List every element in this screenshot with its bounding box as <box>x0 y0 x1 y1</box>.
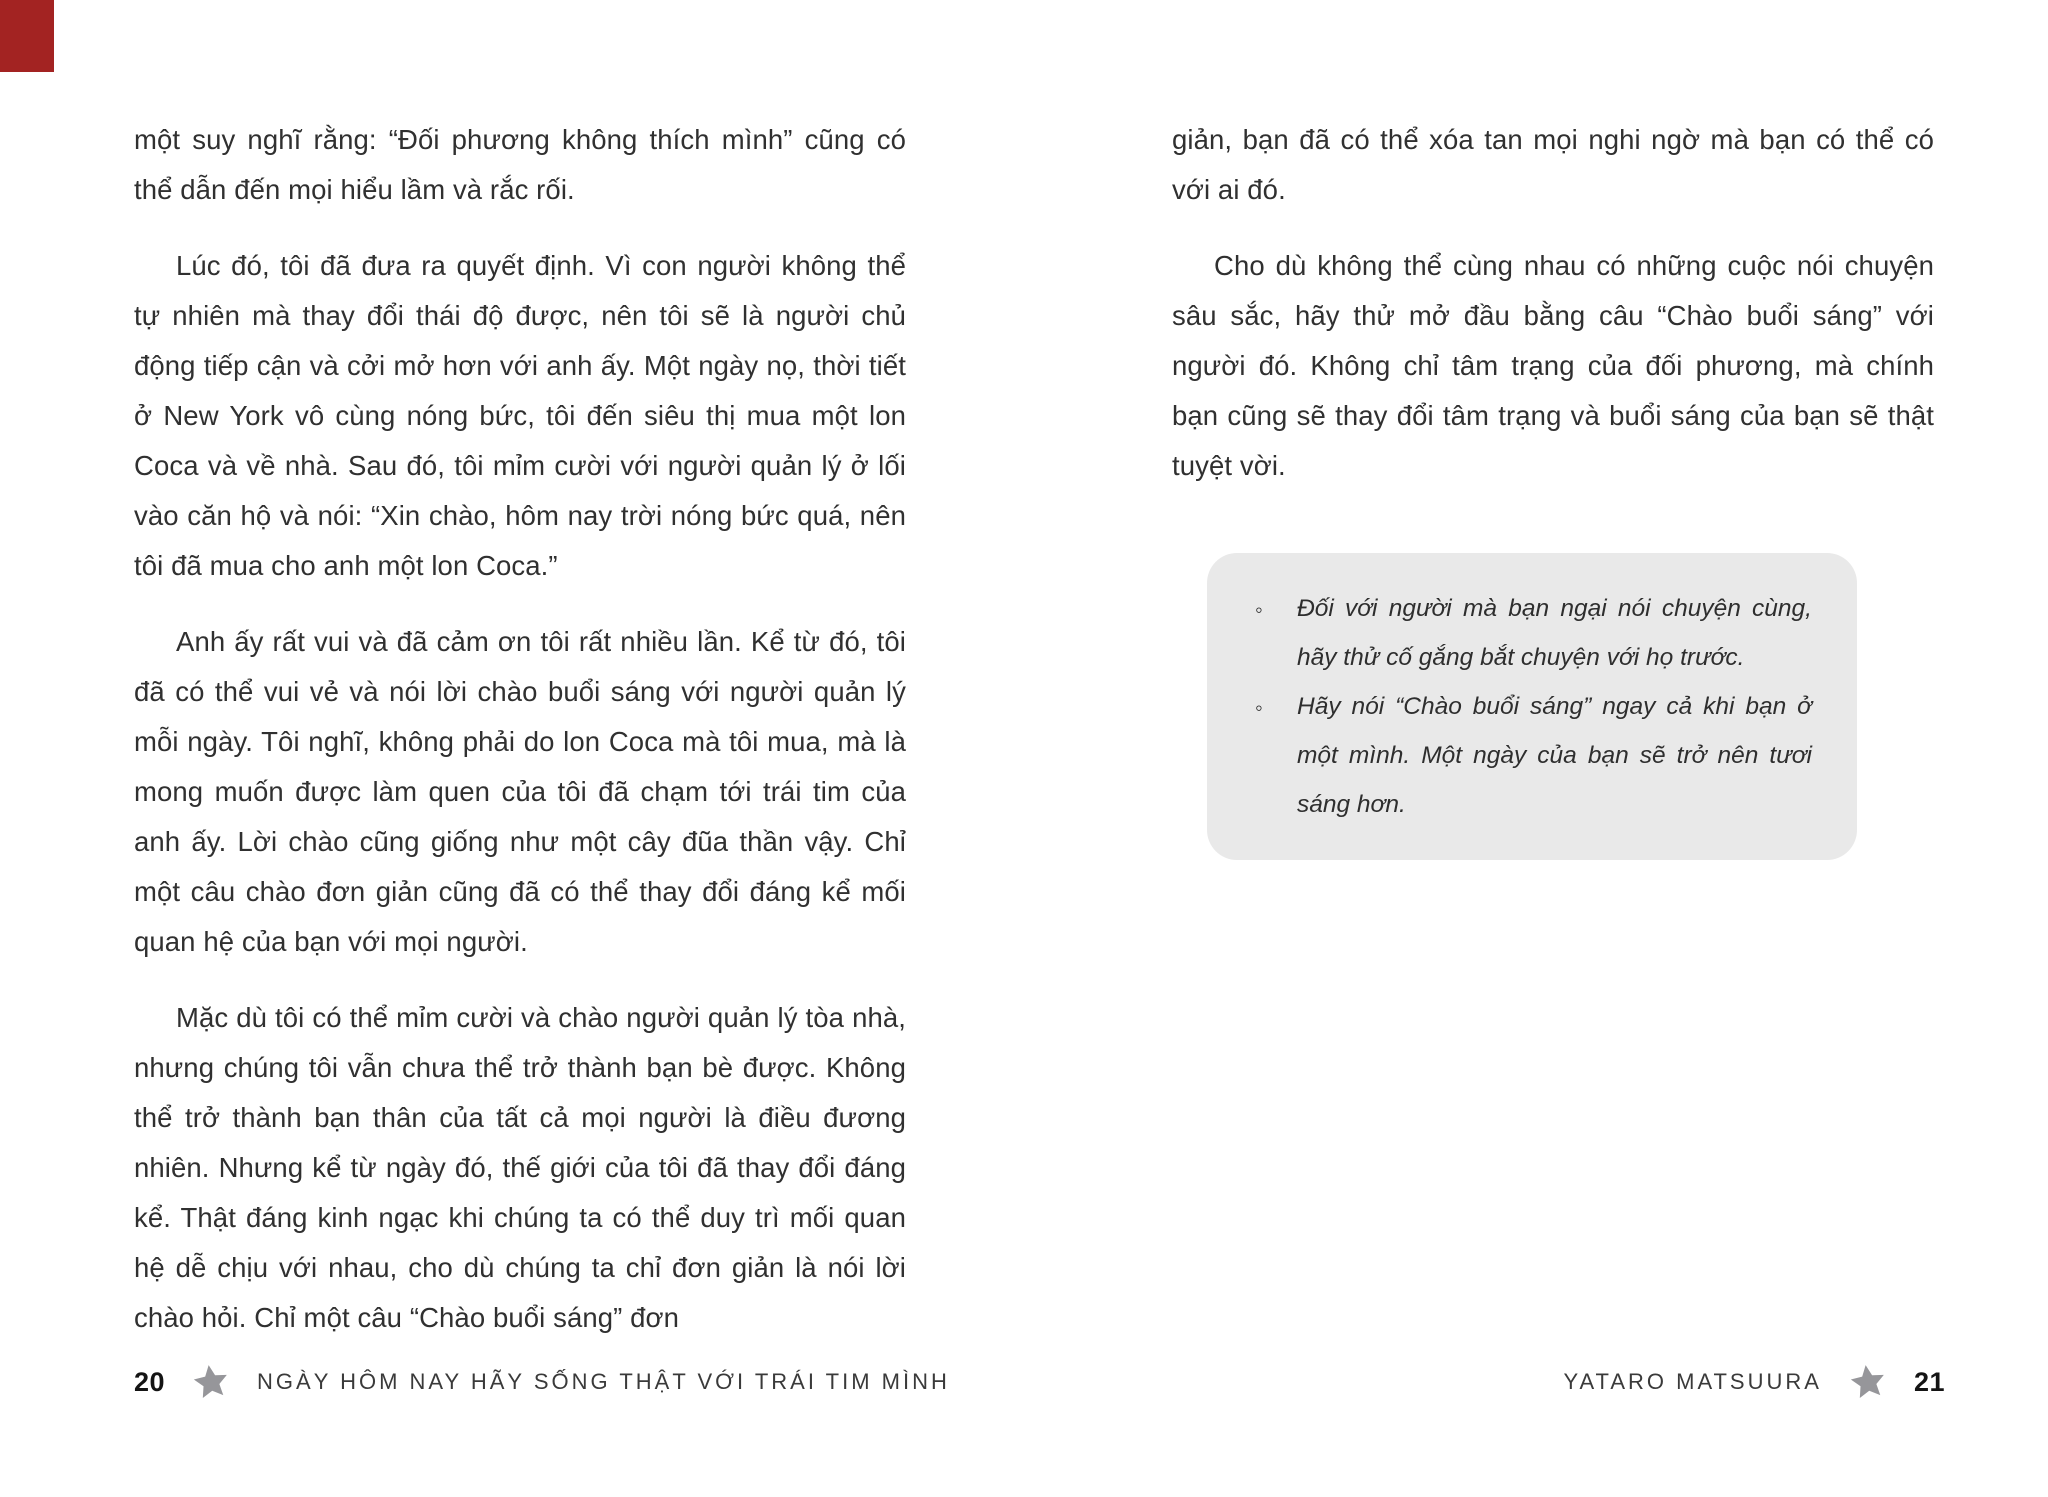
star-icon <box>1845 1359 1890 1404</box>
callout-item-text: Hãy nói “Chào buổi sáng” ngay cả khi bạn ở một mình. Một ngày của bạn sẽ trở nên tươi sáng hơn. <box>1297 693 1812 818</box>
right-page <box>1172 115 1934 860</box>
callout-list <box>1249 584 1812 829</box>
callout-item <box>1249 682 1812 829</box>
star-icon <box>188 1359 233 1404</box>
page-footer <box>134 1360 1945 1404</box>
book-title: NGÀY HÔM NAY HÃY SỐNG THẬT VỚI TRÁI TIM MÌNH <box>257 1369 950 1394</box>
callout-item-text: Đối với người mà bạn ngại nói chuyện cùng, hãy thử cố gắng bắt chuyện với họ trước. <box>1297 595 1812 671</box>
paragraph: giản, bạn đã có thể xóa tan mọi nghi ngờ mà bạn có thể có với ai đó. <box>1172 124 1934 205</box>
paragraph: Cho dù không thể cùng nhau có những cuộc nói chuyện sâu sắc, hãy thử mở đầu bằng câu “Chào buổi sáng” với người đó. Không chỉ tâm trạng của đối phương, mà chính bạn cũng sẽ thay đổi tâm trạng và buổi sáng của bạn sẽ thật tuyệt vời. <box>1172 250 1934 481</box>
left-page-footer <box>134 1362 950 1402</box>
circle-bullet-icon: ◦ <box>1255 597 1263 622</box>
paragraph: một suy nghĩ rằng: “Đối phương không thích mình” cũng có thể dẫn đến mọi hiểu lầm và rắc rối. <box>134 124 906 205</box>
paragraph: Lúc đó, tôi đã đưa ra quyết định. Vì con người không thể tự nhiên mà thay đổi thái độ được, nên tôi sẽ là người chủ động tiếp cận và cởi mở hơn với anh ấy. Một ngày nọ, thời tiết ở New York vô cùng nóng bức, tôi đến siêu thị mua một lon Coca và về nhà. Sau đó, tôi mỉm cười với người quản lý ở lối vào căn hộ và nói: “Xin chào, hôm nay trời nóng bức quá, nên tôi đã mua cho anh một lon Coca.” <box>134 250 906 581</box>
page-number-right: 21 <box>1913 1366 1945 1397</box>
page-number-left: 20 <box>134 1366 166 1397</box>
author-name: YATARO MATSUURA <box>1563 1369 1822 1394</box>
paragraph: Mặc dù tôi có thể mỉm cười và chào người quản lý tòa nhà, nhưng chúng tôi vẫn chưa thể trở thành bạn bè được. Không thể trở thành bạn thân của tất cả mọi người là điều đương nhiên. Nhưng kể từ ngày đó, thế giới của tôi đã thay đổi đáng kể. Thật đáng kinh ngạc khi chúng ta có thể duy trì mối quan hệ dễ chịu với nhau, cho dù chúng ta chỉ đơn giản là nói lời chào hỏi. Chỉ một câu “Chào buổi sáng” đơn <box>134 1002 906 1333</box>
paragraph: Anh ấy rất vui và đã cảm ơn tôi rất nhiều lần. Kể từ đó, tôi đã có thể vui vẻ và nói lời chào buổi sáng với người quản lý mỗi ngày. Tôi nghĩ, không phải do lon Coca mà tôi mua, mà là mong muốn được làm quen của tôi đã chạm tới trái tim của anh ấy. Lời chào cũng giống như một cây đũa thần vậy. Chỉ một câu chào đơn giản cũng đã có thể thay đổi đáng kể mối quan hệ của bạn với mọi người. <box>134 626 906 957</box>
red-corner-mark <box>0 0 54 72</box>
right-page-footer <box>1563 1362 1945 1402</box>
circle-bullet-icon: ◦ <box>1255 695 1263 720</box>
callout-item <box>1249 584 1812 682</box>
left-page <box>134 115 906 1343</box>
summary-callout-box <box>1207 553 1857 860</box>
